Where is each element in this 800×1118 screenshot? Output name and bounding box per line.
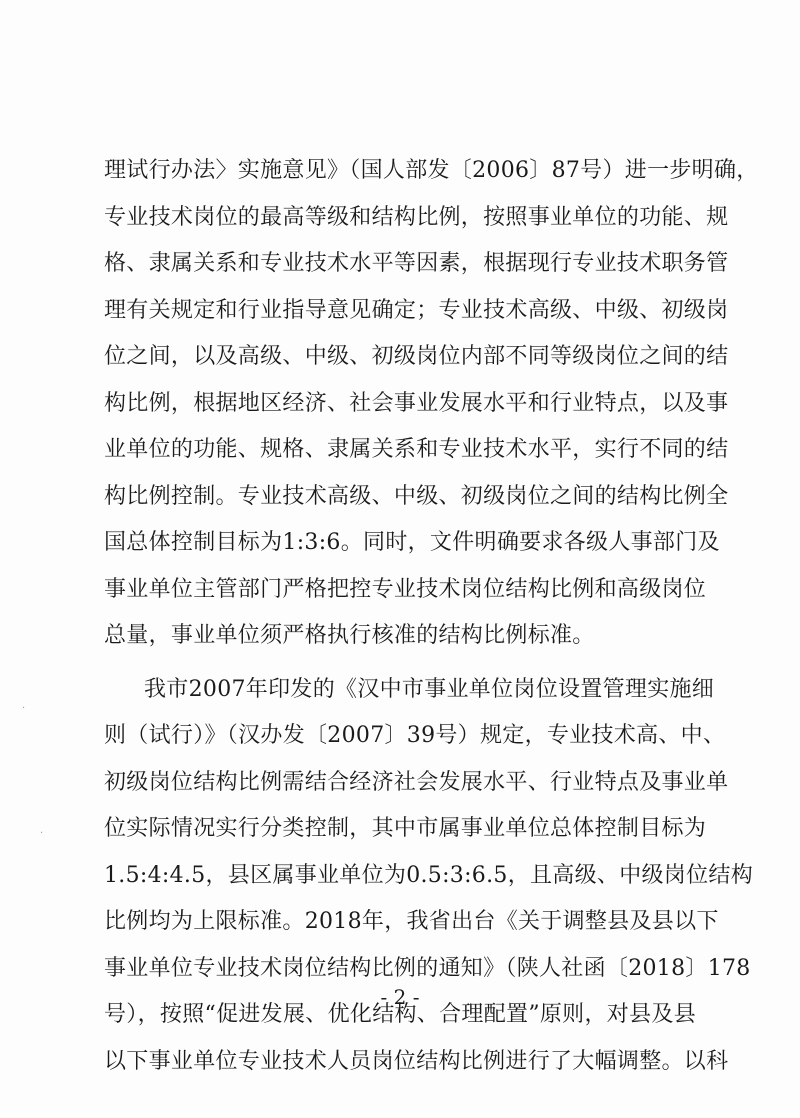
text-line: 以下事业单位专业技术人员岗位结构比例进行了大幅调整。以科 xyxy=(104,1048,729,1074)
text-line: 则（试行）》（汉办发〔2007〕39号）规定，专业技术高、中、 xyxy=(104,723,726,748)
text-line: 专业技术岗位的最高等级和结构比例，按照事业单位的功能、规 xyxy=(104,204,729,230)
text-line: 理有关规定和行业指导意见确定；专业技术高级、中级、初级岗 xyxy=(104,297,729,323)
text-line: 位实际情况实行分类控制，其中市属事业单位总体控制目标为 xyxy=(104,816,707,841)
paragraph-1 xyxy=(104,148,759,660)
body-text xyxy=(104,148,759,1085)
text-line: 总量，事业单位须严格执行核准的结构比例标准。 xyxy=(104,623,595,648)
text-line: 初级岗位结构比例需结合经济社会发展水平、行业特点及事业单 xyxy=(104,769,729,795)
scan-speck-mark: · xyxy=(40,828,44,839)
paragraph-2 xyxy=(104,667,753,1086)
text-line: 我市2007年印发的《汉中市事业单位岗位设置管理实施细 xyxy=(144,676,715,702)
text-line: 构比例控制。专业技术高级、中级、初级岗位之间的结构比例全 xyxy=(104,483,729,509)
text-line: 1.5:4:4.5，县区属事业单位为0.5:3:6.5，且高级、中级岗位结构 xyxy=(104,862,753,888)
text-line: 理试行办法〉实施意见》（国人部发〔2006〕87号）进一步明确， xyxy=(104,158,759,183)
scan-speck-mark: · xyxy=(22,703,26,714)
text-line: 比例均为上限标准。2018年，我省出台《关于调整县及县以下 xyxy=(104,909,719,934)
text-line: 事业单位专业技术岗位结构比例的通知》（陕人社函〔2018〕178 xyxy=(104,955,751,981)
page-number: - 2 - xyxy=(380,985,420,1009)
text-line: 号），按照“促进发展、优化结构、合理配置”原则，对县及县 xyxy=(104,1002,696,1027)
text-line: 业单位的功能、规格、隶属关系和专业技术水平，实行不同的结 xyxy=(104,437,729,462)
text-line: 国总体控制目标为1:3:6。同时，文件明确要求各级人事部门及 xyxy=(104,530,720,555)
text-line: 构比例，根据地区经济、社会事业发展水平和行业特点，以及事 xyxy=(104,390,729,416)
text-line: 位之间，以及高级、中级、初级岗位内部不同等级岗位之间的结 xyxy=(104,344,729,369)
text-line: 事业单位主管部门严格把控专业技术岗位结构比例和高级岗位 xyxy=(104,576,707,602)
text-line: 格、隶属关系和专业技术水平等因素，根据现行专业技术职务管 xyxy=(104,251,729,276)
paragraph-gap xyxy=(104,660,696,667)
